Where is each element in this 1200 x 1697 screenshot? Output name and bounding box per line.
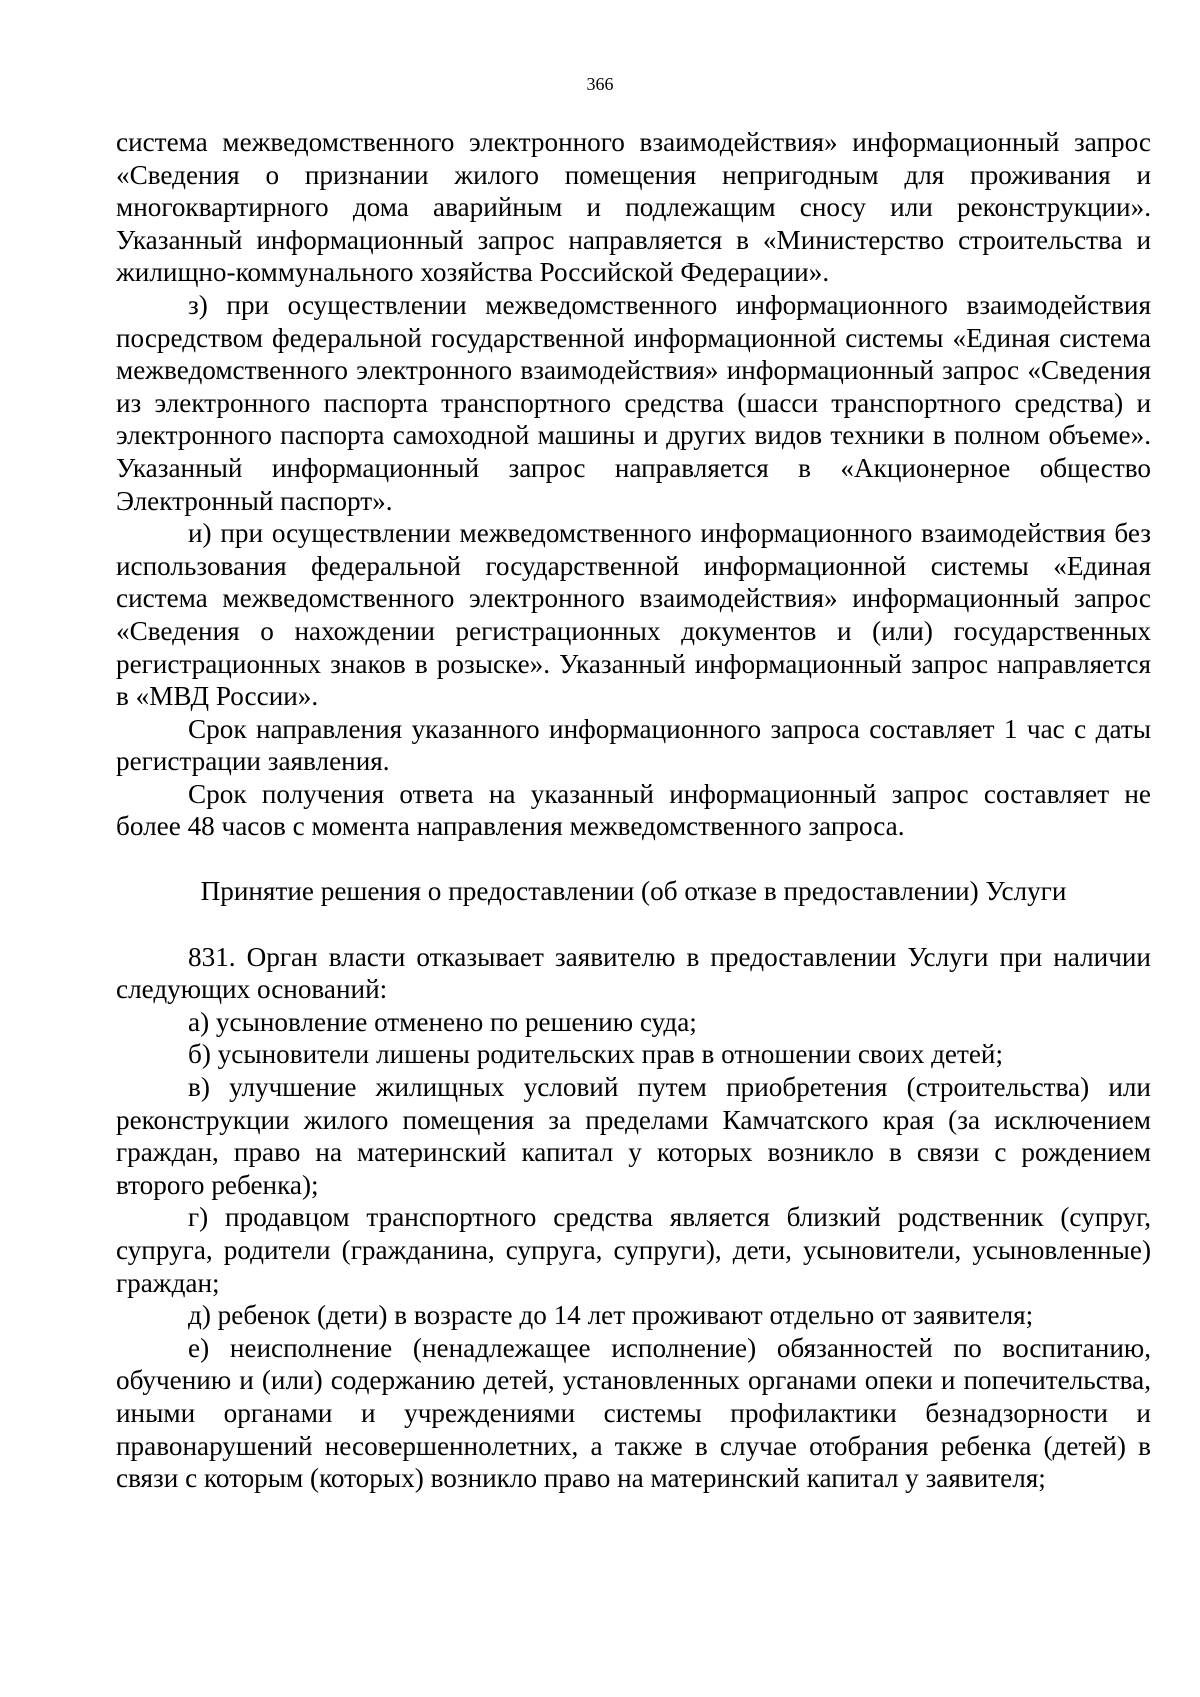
paragraph-continuation: система межведомственного электронного взаимодействия» информационный запрос «Сведения о признании жилого помещения непригодным для проживания и многоквартирного дома аварийным и подлежащим сносу или реконструкции». Указанный информационный запрос направляется в «Министерство строительства и жилищно-коммунального хозяйства Российской Федерации».	[116, 127, 1151, 288]
page-number: 366	[586, 74, 614, 94]
list-item-a: а) усыновление отменено по решению суда;	[188, 1006, 697, 1037]
list-item-e: е) неисполнение (ненадлежащее исполнение) обязанностей по воспитанию, обучению и (или) содержанию детей, установленных органами опеки и попечительства, иными органами и учреждениями системы профилактики безнадзорности и правонарушений несовершеннолетних, а также в случае отобрания ребенка (детей) в связи с которым (которых) возникло право на материнский капитал у заявителя;	[116, 1332, 1151, 1494]
document-body	[116, 126, 1151, 1495]
list-item-v: в) улучшение жилищных условий путем приобретения (строительства) или реконструкции жилого помещения за пределами Камчатского края (за исключением граждан, право на материнский капитал у которых возникло в связи с рождением второго ребенка);	[116, 1072, 1151, 1200]
paragraph-request-deadline: Срок направления указанного информационного запроса составляет 1 час с даты регистрации заявления.	[116, 713, 1151, 777]
paragraph-item-i: и) при осуществлении межведомственного информационного взаимодействия без использования федеральной государственной информационной системы «Единая система межведомственного электронного взаимодействия» информационный запрос «Сведения о нахождении регистрационных документов и (или) государственных регистрационных знаков в розыске». Указанный информационный запрос направляется в «МВД России».	[116, 518, 1151, 712]
paragraph-item-z: з) при осуществлении межведомственного информационного взаимодействия посредством федеральной государственной информационной системы «Единая система межведомственного электронного взаимодействия» информационный запрос «Сведения из электронного паспорта транспортного средства (шасси транспортного средства) и электронного паспорта самоходной машины и других видов техники в полном объеме». Указанный информационный запрос направляется в «Акционерное общество Электронный паспорт».	[116, 289, 1151, 516]
list-item-d: д) ребенок (дети) в возрасте до 14 лет проживают отдельно от заявителя;	[188, 1300, 1034, 1331]
section-heading: Принятие решения о предоставлении (об отказе в предоставлении) Услуги	[200, 876, 1067, 907]
paragraph-831: 831. Орган власти отказывает заявителю в предоставлении Услуги при наличии следующих оснований:	[116, 941, 1151, 1005]
list-item-g: г) продавцом транспортного средства является близкий родственник (супруг, супруга, родители (гражданина, супруга, супруги), дети, усыновители, усыновленные) граждан;	[116, 1202, 1151, 1298]
paragraph-response-deadline: Срок получения ответа на указанный информационный запрос составляет не более 48 часов с момента направления межведомственного запроса.	[116, 778, 1151, 842]
list-item-b: б) усыновители лишены родительских прав в отношении своих детей;	[188, 1039, 1004, 1070]
